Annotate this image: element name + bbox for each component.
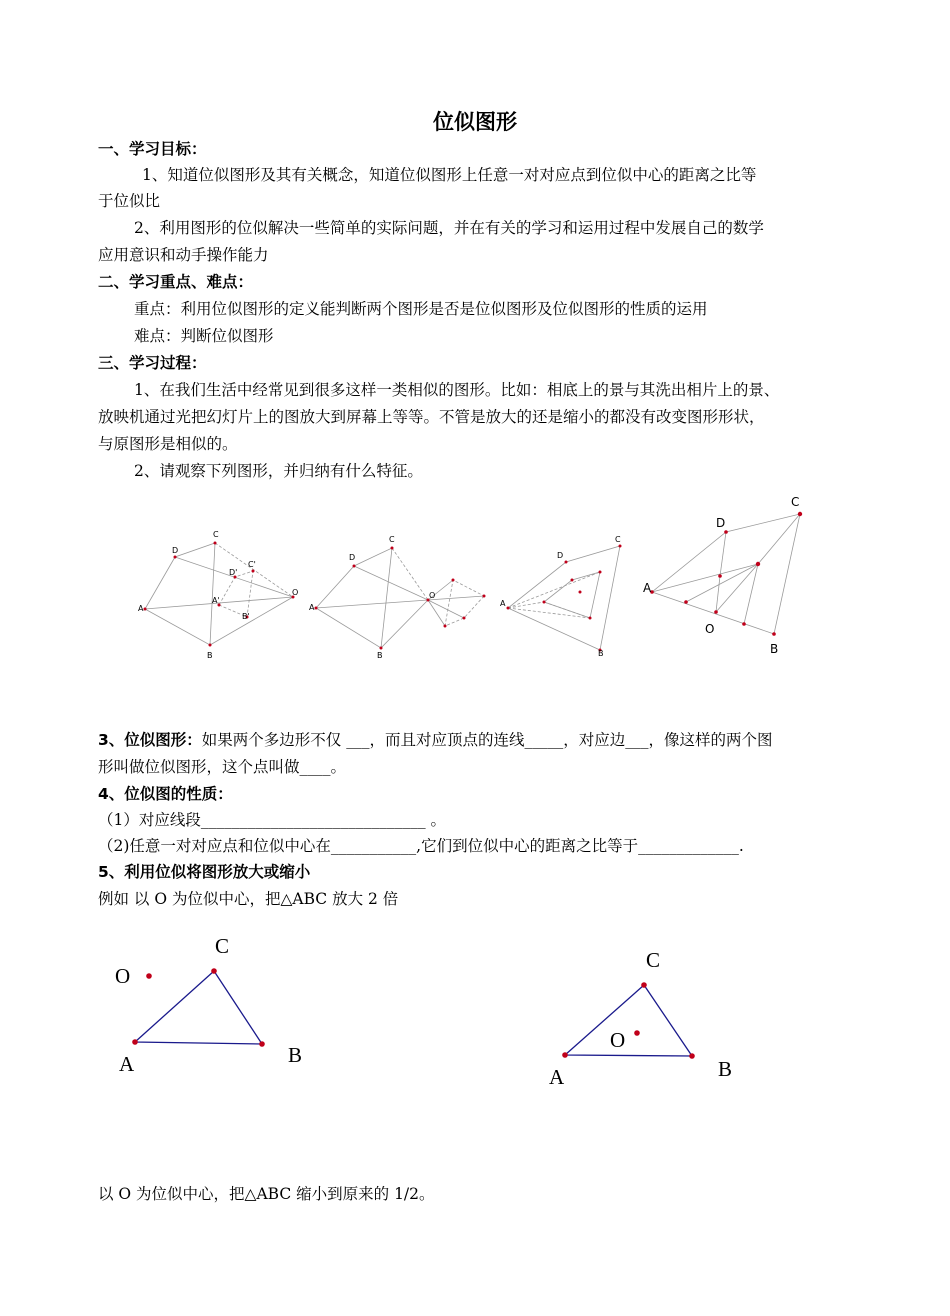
definition-text-1c: ，对应边: [563, 731, 626, 749]
fig2-label-o: O: [429, 591, 436, 600]
fig2-label-c: C: [389, 535, 395, 544]
example-figure-right: [540, 940, 750, 1090]
blank-1: ___: [346, 731, 370, 749]
fig1-label-b-prime: B': [242, 612, 250, 621]
property-2-text-b: ,它们到位似中心的距离之比等于: [416, 837, 639, 855]
ex1-label-a: A: [119, 1052, 135, 1076]
ex1-label-c: C: [215, 934, 230, 958]
fig1-label-d: D: [172, 546, 179, 555]
process-p1-line-2: 放映机通过光把幻灯片上的图放大到屏幕上等等。不管是放大的还是缩小的都没有改变图形形状，: [98, 408, 765, 426]
definition-label: 3、位似图形：: [98, 731, 202, 749]
fig3-label-a: A: [500, 599, 506, 608]
fig4-label-c: C: [791, 495, 800, 509]
definition-line-2: [98, 754, 858, 780]
goal-1-line-2: 于位似比: [98, 192, 161, 210]
definition-text-2b: 。: [330, 758, 347, 776]
process-p2: 2、请观察下列图形，并归纳有什么特征。: [134, 462, 423, 480]
blank-3: ___: [625, 731, 649, 749]
property-1: [98, 807, 858, 833]
property-1-end: 。: [425, 811, 447, 829]
section-1-heading: 一、学习目标：: [98, 140, 207, 158]
figure-4: [640, 490, 820, 660]
example-text: 例如 以 O 为位似中心，把△ABC 放大 2 倍: [98, 890, 399, 908]
fig1-label-a: A: [138, 604, 144, 613]
ex1-label-o: O: [115, 964, 131, 988]
definition-text-1a: 如果两个多边形不仅: [201, 731, 347, 749]
definition-text-1b: ，而且对应顶点的连线: [369, 731, 525, 749]
figure-3: [500, 532, 640, 662]
process-p1-line-3: 与原图形是相似的。: [98, 435, 238, 453]
property-2-blank-2: _____________: [638, 837, 739, 855]
focus-text: 重点：利用位似图形的定义能判断两个图形是否是位似图形及位似图形的性质的运用: [134, 300, 708, 318]
fig2-label-a: A: [309, 603, 315, 612]
properties-heading: 4、位似图的性质：: [98, 785, 233, 803]
goal-1-line-1: 1、知道位似图形及其有关概念，知道位似图形上任意一对对应点到位似中心的距离之比等: [142, 166, 757, 184]
section-2-heading: 二、学习重点、难点：: [98, 273, 254, 291]
ex2-label-b: B: [718, 1057, 733, 1081]
blank-4: ____: [299, 758, 331, 776]
fig1-label-d-prime: D': [229, 568, 238, 577]
figure-2: [308, 530, 493, 665]
page-title: 位似图形: [433, 110, 517, 134]
process-p1-line-1: 1、在我们生活中经常见到很多这样一类相似的图形。比如：相底上的景与其洗出相片上的景、: [134, 381, 780, 399]
fig1-label-c-prime: C': [248, 560, 256, 569]
property-2-end: .: [738, 837, 744, 855]
property-2-blank-1: ___________: [330, 837, 417, 855]
property-1-blank: _____________________________: [200, 811, 426, 829]
section-3-heading: 三、学习过程：: [98, 354, 207, 372]
fig1-label-a-prime: A': [212, 596, 220, 605]
fig4-label-b: B: [770, 642, 779, 656]
fig1-label-o: O: [292, 588, 299, 597]
fig4-label-a: A: [643, 581, 652, 595]
property-1-text: （1）对应线段: [98, 811, 201, 829]
definition-text-1d: ，像这样的两个图: [648, 731, 773, 749]
fig1-label-b: B: [207, 651, 213, 660]
example-figure-left: [110, 930, 320, 1080]
goal-2-line-1: 2、利用图形的位似解决一些简单的实际问题，并在有关的学习和运用过程中发展自己的数学: [134, 219, 764, 237]
property-2-text-a: （2)任意一对对应点和位似中心在: [98, 837, 331, 855]
ex2-label-c: C: [646, 948, 661, 972]
ex2-label-a: A: [549, 1065, 565, 1089]
fig4-label-o: O: [705, 622, 715, 636]
fig4-label-d: D: [716, 516, 726, 530]
goal-2-line-2: 应用意识和动手操作能力: [98, 246, 269, 264]
definition-line-1: [98, 727, 858, 753]
property-2: [98, 833, 858, 859]
fig1-label-c: C: [213, 530, 219, 539]
task-2-text: 以 O 为位似中心，把△ABC 缩小到原来的 1/2。: [98, 1185, 435, 1203]
difficulty-text: 难点：判断位似图形: [134, 327, 274, 345]
fig3-label-b: B: [598, 649, 604, 658]
definition-text-2a: 形叫做位似图形，这个点叫做: [98, 758, 300, 776]
figure-1: [135, 525, 305, 665]
ex1-label-b: B: [288, 1043, 303, 1067]
ex2-label-o: O: [610, 1028, 626, 1052]
fig3-label-d: D: [557, 551, 564, 560]
section-5-heading: 5、利用位似将图形放大或缩小: [98, 863, 311, 881]
fig2-label-b: B: [377, 651, 383, 660]
blank-2: _____: [524, 731, 564, 749]
fig2-label-d: D: [349, 553, 356, 562]
fig3-label-c: C: [615, 535, 621, 544]
